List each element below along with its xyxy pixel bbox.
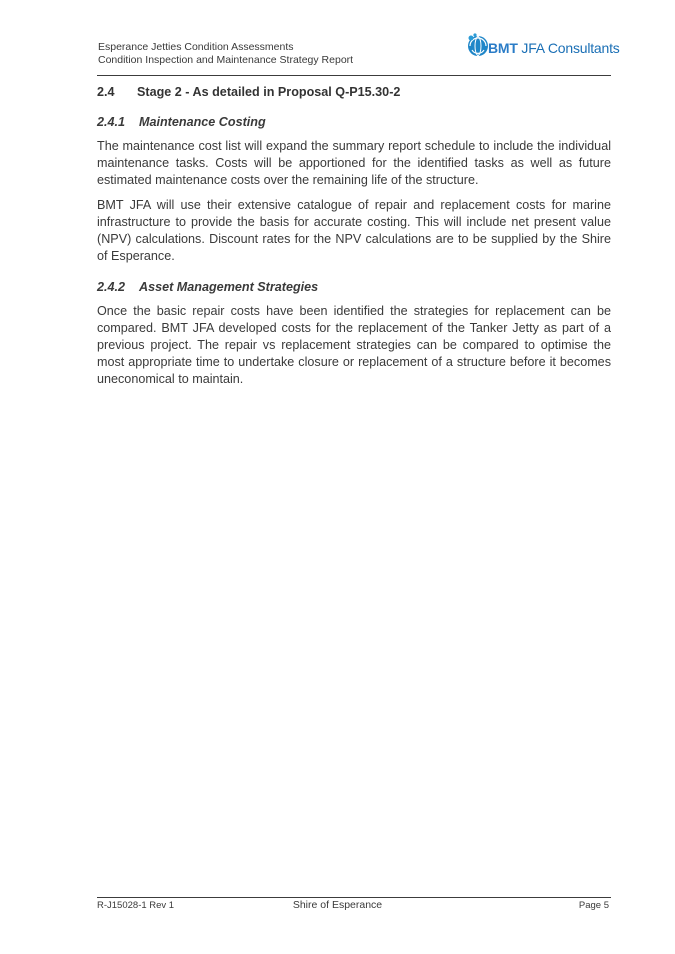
section-number: 2.4 — [97, 85, 115, 99]
paragraph: The maintenance cost list will expand the summary report schedule to include the individual maintenance tasks. Costs will be apportioned for the identified tasks as well as future estimated maintenance costs over the remaining life of the structure. — [97, 139, 611, 187]
footer-divider — [97, 897, 611, 898]
logo-bmt: BMT — [488, 40, 518, 56]
page-body — [97, 84, 611, 388]
subsection-number: 2.4.1 — [97, 115, 126, 129]
paragraph: Once the basic repair costs have been identified the strategies for replacement can be compared. BMT JFA developed costs for the replacement of the Tanker Jetty as part of a previous project. The repair vs replacement strategies can be compared to optimise the most appropriate time to undertake closure or replacement of a structure before it becomes uneconomical to maintain. — [97, 304, 611, 386]
header-line-2: Condition Inspection and Maintenance Strategy Report — [98, 54, 354, 66]
page-number: Page 5 — [578, 900, 609, 911]
subsection-title: Maintenance Costing — [139, 115, 266, 129]
logo-jfa: JFA Consultants — [517, 40, 620, 56]
document-header — [98, 41, 353, 67]
bmt-logo — [466, 30, 620, 60]
header-line-1: Esperance Jetties Condition Assessments — [98, 41, 294, 53]
paragraph: BMT JFA will use their extensive catalogue of repair and replacement costs for marine infrastructure to provide the basis for accurate costing. This will include net present value (NPV) calculations. Discount rates for the NPV calculations are to be supplied by the Shire of Esperance. — [97, 198, 611, 263]
section-heading — [97, 84, 611, 100]
subsection-number: 2.4.2 — [97, 280, 126, 294]
header-divider — [97, 75, 611, 76]
client-name: Shire of Esperance — [292, 899, 383, 911]
document-reference: R-J15028-1 Rev 1 — [97, 900, 175, 911]
subsection-title: Asset Management Strategies — [139, 280, 319, 294]
section-title: Stage 2 - As detailed in Proposal Q-P15.30-2 — [137, 85, 401, 99]
subsection-heading — [97, 279, 611, 295]
subsection-heading — [97, 114, 611, 130]
logo-wordmark — [488, 40, 620, 56]
globe-icon — [466, 32, 490, 58]
